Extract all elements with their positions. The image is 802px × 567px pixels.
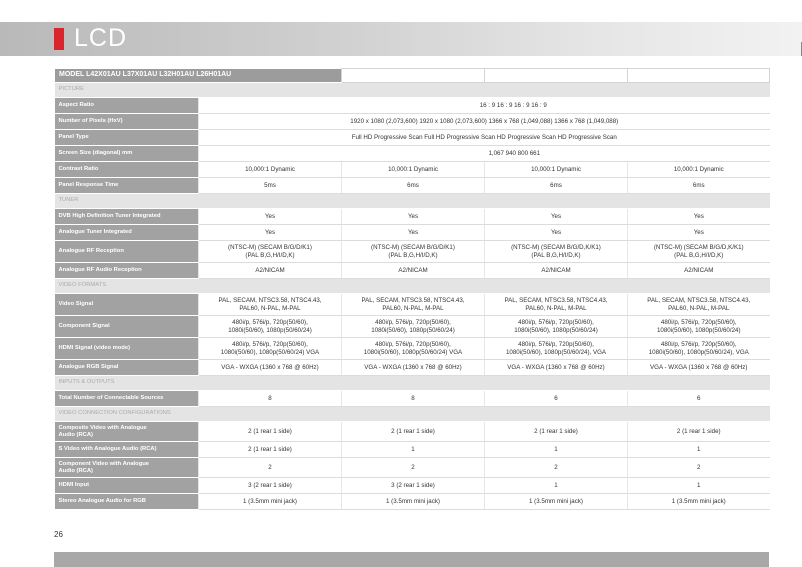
table-row — [55, 294, 770, 316]
table-cell: Yes — [342, 225, 485, 241]
cell-line: 480i/p, 576i/p, 720p(50/60), — [660, 340, 737, 348]
row-label: HDMI Signal (video mode) — [55, 338, 199, 360]
label-line: Audio (RCA) — [58, 431, 93, 438]
table-cell: 1 — [628, 442, 770, 458]
table-cell — [485, 338, 628, 360]
table-cell — [628, 316, 770, 338]
row-label: Aspect Ratio — [55, 98, 199, 114]
section-picture: PICTURE — [55, 83, 770, 98]
cell-line: PAL60, N-PAL, M-PAL — [239, 304, 301, 312]
label-line: Component Video with Analogue — [58, 460, 149, 467]
model-row — [55, 69, 770, 83]
table-cell — [628, 338, 770, 360]
table-cell: 6ms — [628, 178, 770, 194]
aspect-ratio-value: 16 : 9 16 : 9 16 : 9 16 : 9 — [199, 98, 770, 114]
cell-line: 480i/p, 576i/p, 720p(50/60), — [660, 318, 737, 326]
cell-line: PAL, SECAM, NTSC3.58, NTSC4.43, — [647, 296, 751, 304]
section-inputs-outputs: INPUTS & OUTPUTS — [55, 376, 770, 391]
cell-line: (NTSC-M) (SECAM B/G/D/K1) — [371, 243, 455, 251]
table-cell: 1 (3.5mm mini jack) — [628, 494, 770, 510]
table-cell: A2/NICAM — [628, 263, 770, 279]
table-row — [55, 494, 770, 510]
cell-line: PAL, SECAM, NTSC3.58, NTSC4.43, — [218, 296, 322, 304]
cell-line: (PAL B,G,H/I/D,K) — [388, 251, 438, 259]
table-cell: 2 — [199, 458, 342, 478]
cell-line: 480i/p, 576i/p, 720p(50/60), — [375, 318, 451, 326]
table-cell — [628, 241, 770, 263]
table-cell: 3 (2 rear 1 side) — [342, 478, 485, 494]
cell-line: (NTSC-M) (SECAM B/G/D,K/K1) — [653, 243, 744, 251]
table-row — [55, 458, 770, 478]
cell-line: PAL60, N-PAL, M-PAL — [668, 304, 730, 312]
table-cell: 2 — [485, 458, 628, 478]
row-label: Analogue Tuner Integrated — [55, 225, 199, 241]
table-cell — [199, 294, 342, 316]
table-row — [55, 98, 770, 114]
page-edge-mark — [798, 42, 802, 56]
cell-line: PAL, SECAM, NTSC3.58, NTSC4.43, — [504, 296, 608, 304]
table-row — [55, 241, 770, 263]
table-row — [55, 316, 770, 338]
table-row — [55, 114, 770, 130]
cell-line: (PAL B,G,H/I/D,K) — [674, 251, 724, 259]
table-cell: 1 (3.5mm mini jack) — [485, 494, 628, 510]
table-cell: 2 (1 rear 1 side) — [199, 442, 342, 458]
cell-line: PAL60, N-PAL, M-PAL — [525, 304, 587, 312]
table-cell: 1 — [342, 442, 485, 458]
model-cell-blank — [485, 69, 628, 83]
table-cell: A2/NICAM — [199, 263, 342, 279]
cell-line: (NTSC-M) (SECAM B/G/D,K/K1) — [511, 243, 601, 251]
section-video-formats: VIDEO FORMATS — [55, 279, 770, 294]
table-cell: 10,000:1 Dynamic — [485, 162, 628, 178]
table-cell: 1 — [485, 442, 628, 458]
row-label: Contrast Ratio — [55, 162, 199, 178]
table-cell: Yes — [199, 209, 342, 225]
table-cell: VGA - WXGA (1360 x 768 @ 60Hz) — [342, 360, 485, 376]
table-cell — [628, 294, 770, 316]
table-row — [55, 146, 770, 162]
table-cell: A2/NICAM — [342, 263, 485, 279]
table-cell — [342, 316, 485, 338]
row-label: Stereo Analogue Audio for RGB — [55, 494, 199, 510]
table-cell: 10,000:1 Dynamic — [199, 162, 342, 178]
table-cell: 1 (3.5mm mini jack) — [199, 494, 342, 510]
table-cell — [342, 338, 485, 360]
table-cell: 6ms — [342, 178, 485, 194]
table-cell: 10,000:1 Dynamic — [628, 162, 770, 178]
cell-line: 1080i(50/60), 1080p(50/60/24) — [228, 326, 312, 334]
section-row — [55, 194, 770, 209]
cell-line: 480i/p, 576i/p, 720p(50/60), — [232, 340, 308, 348]
model-label: MODEL L42X01AU L37X01AU L32H01AU L26H01AU — [55, 69, 342, 83]
cell-line: 480i/p, 576i/p, 720p(50/60), — [518, 318, 594, 326]
section-video-connection: VIDEO CONNECTION CONFIGURATIONS — [55, 407, 770, 422]
row-label: Number of Pixels (HxV) — [55, 114, 199, 130]
table-cell: 8 — [342, 391, 485, 407]
table-row — [55, 442, 770, 458]
table-cell: Yes — [342, 209, 485, 225]
table-cell: Yes — [628, 225, 770, 241]
table-cell — [199, 241, 342, 263]
table-cell — [485, 294, 628, 316]
table-cell — [342, 241, 485, 263]
row-label: Screen Size (diagonal) mm — [55, 146, 199, 162]
table-cell — [342, 294, 485, 316]
table-cell: A2/NICAM — [485, 263, 628, 279]
screen-size-value: 1,067 940 800 661 — [199, 146, 770, 162]
cell-line: 480i/p, 576i/p, 720p(50/60), — [232, 318, 308, 326]
table-row — [55, 225, 770, 241]
table-cell: 10,000:1 Dynamic — [342, 162, 485, 178]
row-label: DVB High Definition Tuner Integrated — [55, 209, 199, 225]
table-row — [55, 338, 770, 360]
row-label: Panel Type — [55, 130, 199, 146]
table-cell: 1 (3.5mm mini jack) — [342, 494, 485, 510]
table-cell: Yes — [628, 209, 770, 225]
cell-line: (PAL B,G,H/I/D,K) — [531, 251, 581, 259]
table-cell: 2 (1 rear 1 side) — [199, 422, 342, 442]
table-row — [55, 422, 770, 442]
pixels-value: 1920 x 1080 (2,073,600) 1920 x 1080 (2,073,600) 1366 x 768 (1,049,088) 1366 x 768 (1,049,088) — [199, 114, 770, 130]
section-row — [55, 279, 770, 294]
cell-line: 480i/p, 576i/p, 720p(50/60), — [518, 340, 594, 348]
cell-line: (PAL B,G,H/I/D,K) — [245, 251, 295, 259]
cell-line: 1080i(50/60), 1080p(50/60/24), VGA — [505, 348, 607, 356]
table-row — [55, 130, 770, 146]
row-label: Panel Response Time — [55, 178, 199, 194]
table-cell: 6ms — [485, 178, 628, 194]
table-row — [55, 263, 770, 279]
table-cell: 2 — [342, 458, 485, 478]
row-label: Analogue RF Reception — [55, 241, 199, 263]
section-tuner: TUNER — [55, 194, 770, 209]
table-cell: 1 — [628, 478, 770, 494]
page-title: LCD — [74, 24, 128, 52]
table-row — [55, 478, 770, 494]
table-cell — [199, 338, 342, 360]
table-cell: 6 — [485, 391, 628, 407]
table-row — [55, 209, 770, 225]
table-row — [55, 391, 770, 407]
table-row — [55, 162, 770, 178]
cell-line: 1080i(50/60), 1080p(50/60/24) — [514, 326, 598, 334]
table-cell — [199, 316, 342, 338]
section-row — [55, 83, 770, 98]
section-row — [55, 376, 770, 391]
table-cell: 1 — [485, 478, 628, 494]
row-label: Component Signal — [55, 316, 199, 338]
row-label: S Video with Analogue Audio (RCA) — [55, 442, 199, 458]
cell-line: 1080i(50/60), 1080p(50/60/24) VGA — [220, 348, 320, 356]
cell-line: PAL, SECAM, NTSC3.58, NTSC4.43, — [361, 296, 465, 304]
panel-type-value: Full HD Progressive Scan Full HD Progressive Scan HD Progressive Scan HD Progressive Scan — [199, 130, 770, 146]
table-cell: 2 (1 rear 1 side) — [342, 422, 485, 442]
footer-band — [54, 552, 769, 567]
table-cell: 5ms — [199, 178, 342, 194]
model-cell-blank — [342, 69, 485, 83]
row-label: Analogue RF Audio Reception — [55, 263, 199, 279]
cell-line: 1080i(50/60), 1080p(50/60/24) — [656, 326, 741, 334]
row-label: Analogue RGB Signal — [55, 360, 199, 376]
spec-table — [54, 68, 770, 510]
row-label: Video Signal — [55, 294, 199, 316]
table-row — [55, 178, 770, 194]
table-cell: VGA - WXGA (1360 x 768 @ 60Hz) — [199, 360, 342, 376]
row-label: Total Number of Connectable Sources — [55, 391, 199, 407]
table-row — [55, 360, 770, 376]
table-cell — [485, 316, 628, 338]
table-cell: VGA - WXGA (1360 x 768 @ 60Hz) — [628, 360, 770, 376]
table-cell: 2 (1 rear 1 side) — [628, 422, 770, 442]
label-line: Audio (RCA) — [58, 467, 93, 474]
model-cell-blank — [628, 69, 770, 83]
table-cell: Yes — [485, 225, 628, 241]
page-number: 26 — [54, 530, 63, 539]
cell-line: 1080i(50/60), 1080p(50/60/24) — [371, 326, 455, 334]
table-cell — [485, 241, 628, 263]
table-cell: 6 — [628, 391, 770, 407]
table-cell: 8 — [199, 391, 342, 407]
cell-line: (NTSC-M) (SECAM B/G/D/K1) — [228, 243, 312, 251]
section-row — [55, 407, 770, 422]
row-label — [55, 422, 199, 442]
table-cell: 3 (2 rear 1 side) — [199, 478, 342, 494]
table-cell: 2 (1 rear 1 side) — [485, 422, 628, 442]
table-cell: 2 — [628, 458, 770, 478]
cell-line: 1080i(50/60), 1080p(50/60/24), VGA — [648, 348, 749, 356]
row-label: HDMI Input — [55, 478, 199, 494]
cell-line: 1080i(50/60), 1080p(50/60/24) VGA — [363, 348, 463, 356]
cell-line: 480i/p, 576i/p, 720p(50/60), — [375, 340, 451, 348]
table-cell: Yes — [199, 225, 342, 241]
table-cell: Yes — [485, 209, 628, 225]
table-cell: VGA - WXGA (1360 x 768 @ 60Hz) — [485, 360, 628, 376]
label-line: Composite Video with Analogue — [58, 424, 147, 431]
cell-line: PAL60, N-PAL, M-PAL — [382, 304, 444, 312]
header-accent-bar — [54, 28, 64, 50]
row-label — [55, 458, 199, 478]
